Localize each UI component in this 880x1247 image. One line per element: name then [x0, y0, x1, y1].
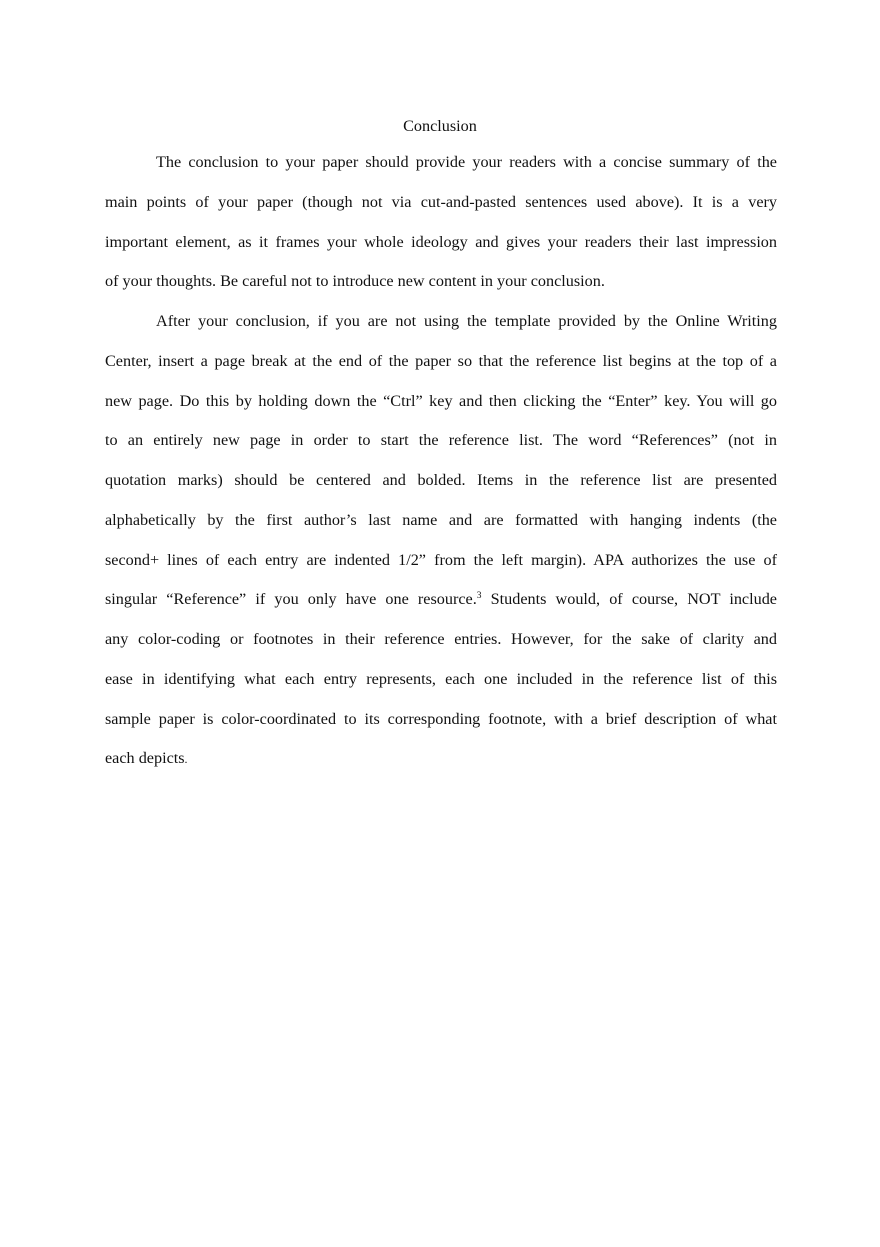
- text-line: quotation marks) should be centered and bolded. Items in the reference list are presented: [105, 471, 777, 489]
- footnote-line-after: Students would, of course, NOT include: [481, 590, 777, 609]
- footnote-line-before: singular “Reference” if you only have one resource.: [105, 590, 477, 609]
- text-line: any color-coding or footnotes in their reference entries. However, for the sake of clarity and: [105, 630, 777, 648]
- final-line-period: .: [184, 752, 188, 767]
- text-line: important element, as it frames your whole ideology and gives your readers their last impression: [105, 232, 777, 251]
- final-line-text: each depicts: [105, 749, 185, 768]
- text-line: alphabetically by the first author’s last name and are formatted with hanging indents (the: [105, 510, 777, 529]
- paragraph-conclusion-summary: [105, 143, 777, 302]
- text-line: The conclusion to your paper should provide your readers with a concise summary of the: [156, 153, 777, 171]
- text-line: to an entirely new page in order to start the reference list. The word “References” (not in: [105, 431, 777, 450]
- text-line: sample paper is color-coordinated to its corresponding footnote, with a brief description of what: [105, 709, 777, 728]
- text-line: Center, insert a page break at the end of the paper so that the reference list begins at the top of a: [105, 351, 777, 370]
- text-line: ease in identifying what each entry represents, each one included in the reference list of this: [105, 669, 777, 688]
- text-line: new page. Do this by holding down the “Ctrl” key and then clicking the “Enter” key. You will go: [105, 391, 777, 410]
- section-heading: Conclusion: [403, 117, 477, 135]
- text-line: second+ lines of each entry are indented 1/2” from the left margin). APA authorizes the use of: [105, 550, 777, 569]
- document-body: [105, 143, 777, 779]
- final-text-line: [105, 739, 777, 779]
- text-line: of your thoughts. Be careful not to introduce new content in your conclusion.: [105, 272, 605, 291]
- text-line-with-footnote: [105, 580, 777, 620]
- footnote-marker: 3: [476, 591, 482, 602]
- text-line: After your conclusion, if you are not using the template provided by the Online Writing: [156, 312, 777, 330]
- text-line: main points of your paper (though not via cut-and-pasted sentences used above). It is a very: [105, 192, 777, 211]
- paragraph-reference-instructions: [105, 302, 777, 779]
